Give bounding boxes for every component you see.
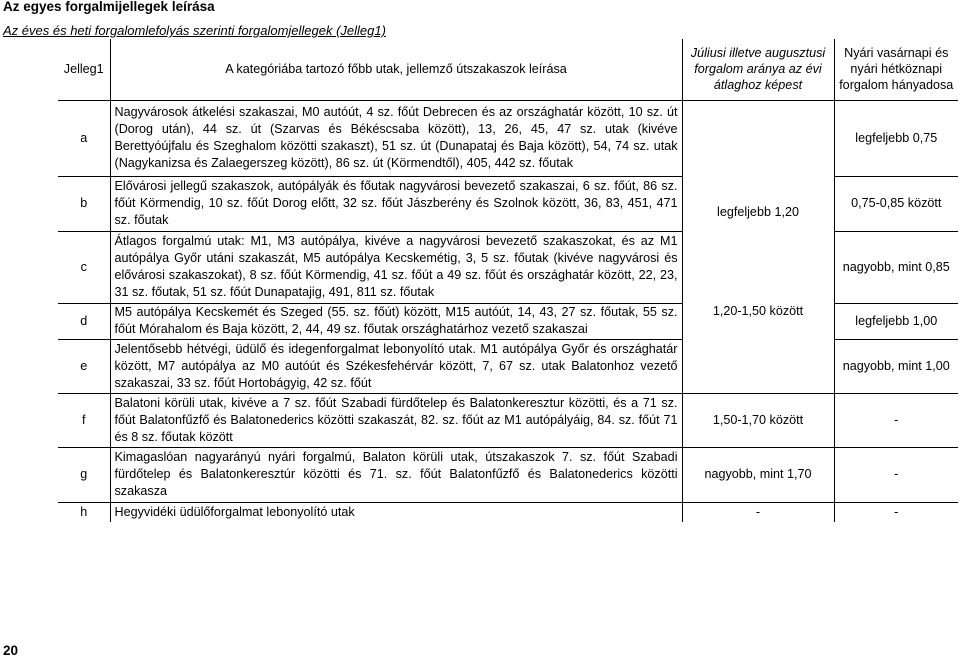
row-code: c [58, 231, 110, 303]
row-summer-ratio: - [682, 502, 834, 522]
table-row [58, 231, 958, 303]
row-description: Kimagaslóan nagyarányú nyári forgalmú, Balaton körüli utak, útszakaszok 7. sz. főút Szabadi fürdőtelep és Balatonkeresztúr közötti és 71. sz. főút Balatonfűzfő és Balatonederics közötti szakasza [110, 447, 682, 502]
row-code: a [58, 100, 110, 176]
table-row [58, 502, 958, 522]
row-description: M5 autópálya Kecskemét és Szeged (55. sz. főút) között, M15 autóút, 14, 43, 27 sz. főutak, 55 sz. főút Mórahalom és Baja között, 2, 44, 49 sz. főutak országhatárhoz vezető szakaszai [110, 303, 682, 339]
row-description: Nagyvárosok átkelési szakaszai, M0 autóút, 4 sz. főút Debrecen és az országhatár között, 10 sz. út (Dorog után), 44 sz. út (Szarvas és Békéscsaba között), 13, 26, 45, 47 sz. utak (kivéve Berettyóújfalu és Szeghalom közötti szakaszt), 51 sz. út (Dunapataj és Baja között), 54, 74 sz. utak (Nagykanizsa és Zalaegerszeg között), 86 sz. út (Körmendtől), 405, 442 sz. főutak [110, 100, 682, 176]
row-sunday-ratio: - [834, 393, 958, 447]
row-description: Hegyvidéki üdülőforgalmat lebonyolító utak [110, 502, 682, 522]
header-code: Jelleg1 [58, 39, 110, 100]
header-description: A kategóriába tartozó főbb utak, jellemző útszakaszok leírása [110, 39, 682, 100]
row-code: e [58, 339, 110, 393]
row-sunday-ratio: legfeljebb 0,75 [834, 100, 958, 176]
row-summer-ratio: 1,50-1,70 között [682, 393, 834, 447]
row-description: Átlagos forgalmú utak: M1, M3 autópálya, kivéve a nagyvárosi bevezető szakaszokat, és az M1 autópálya Győr utáni szakaszát, M5 autópálya Kecskemétig, 3, 5 sz. főutak (kivéve nagyvárosi és elővárosi szakaszokat), 8 sz. főút Körmendig, 41 sz. főút a 49 sz. főút és országhatár között, 22, 23, 31 sz. főutak, 51 sz. főút Dunapatajig, 491, 811 sz. főutak [110, 231, 682, 303]
table-row [58, 100, 958, 176]
row-sunday-ratio: 0,75-0,85 között [834, 176, 958, 231]
section-subheading: Az éves és heti forgalomlefolyás szerinti forgalomjellegek (Jelleg1) [3, 23, 386, 38]
row-description: Balatoni körüli utak, kivéve a 7 sz. főút Szabadi fürdőtelep és Balatonkeresztur közötti, és a 71 sz. főút Balatonfűzfő és Balatonederics közötti szakaszát, 82. sz. főút az M1 autópályáig, 84. sz. főút 71 és 8 sz. főutak között [110, 393, 682, 447]
row-sunday-ratio: - [834, 447, 958, 502]
row-sunday-ratio: nagyobb, mint 0,85 [834, 231, 958, 303]
row-sunday-ratio: - [894, 504, 899, 519]
row-code: h [58, 502, 110, 522]
row-code: g [58, 447, 110, 502]
table-row [58, 393, 958, 447]
row-code: b [58, 176, 110, 231]
table-row [58, 447, 958, 502]
row-sunday-ratio: legfeljebb 1,00 [834, 303, 958, 339]
page-heading: Az egyes forgalmijellegek leírása [3, 0, 215, 14]
header-summer-ratio: Júliusi illetve augusztusi forgalom aránya az évi átlaghoz képest [682, 39, 834, 100]
row-description: Jelentősebb hétvégi, üdülő és idegenforgalmat lebonyolító utak. M1 autópálya Győr és országhatár között, M7 autópálya az M0 autóút és Székesfehérvár között, 7, 67 sz. utak Balatonhoz vezető szakaszai, 33 sz. főút Hortobágyig, 42 sz. főút [110, 339, 682, 393]
header-sunday-ratio: Nyári vasárnapi és nyári hétköznapi forgalom hányadosa [834, 39, 958, 100]
traffic-category-table [58, 39, 958, 522]
row-description: Elővárosi jellegű szakaszok, autópályák és főutak nagyvárosi bevezető szakaszai, 6 sz. főút, 86 sz. főút Körmendig, 10 sz. főút Dorog előtt, 32 sz. főút Jászberény és Szolnok között, 36, 83, 451, 471 sz. főutak [110, 176, 682, 231]
summer-ratio-cde: 1,20-1,50 között [682, 231, 834, 393]
row-summer-ratio: nagyobb, mint 1,70 [682, 447, 834, 502]
row-code: d [58, 303, 110, 339]
row-sunday-ratio: nagyobb, mint 1,00 [834, 339, 958, 393]
summer-ratio-ab: legfeljebb 1,20 [682, 100, 834, 231]
row-code: f [58, 393, 110, 447]
page-number: 20 [3, 643, 19, 658]
